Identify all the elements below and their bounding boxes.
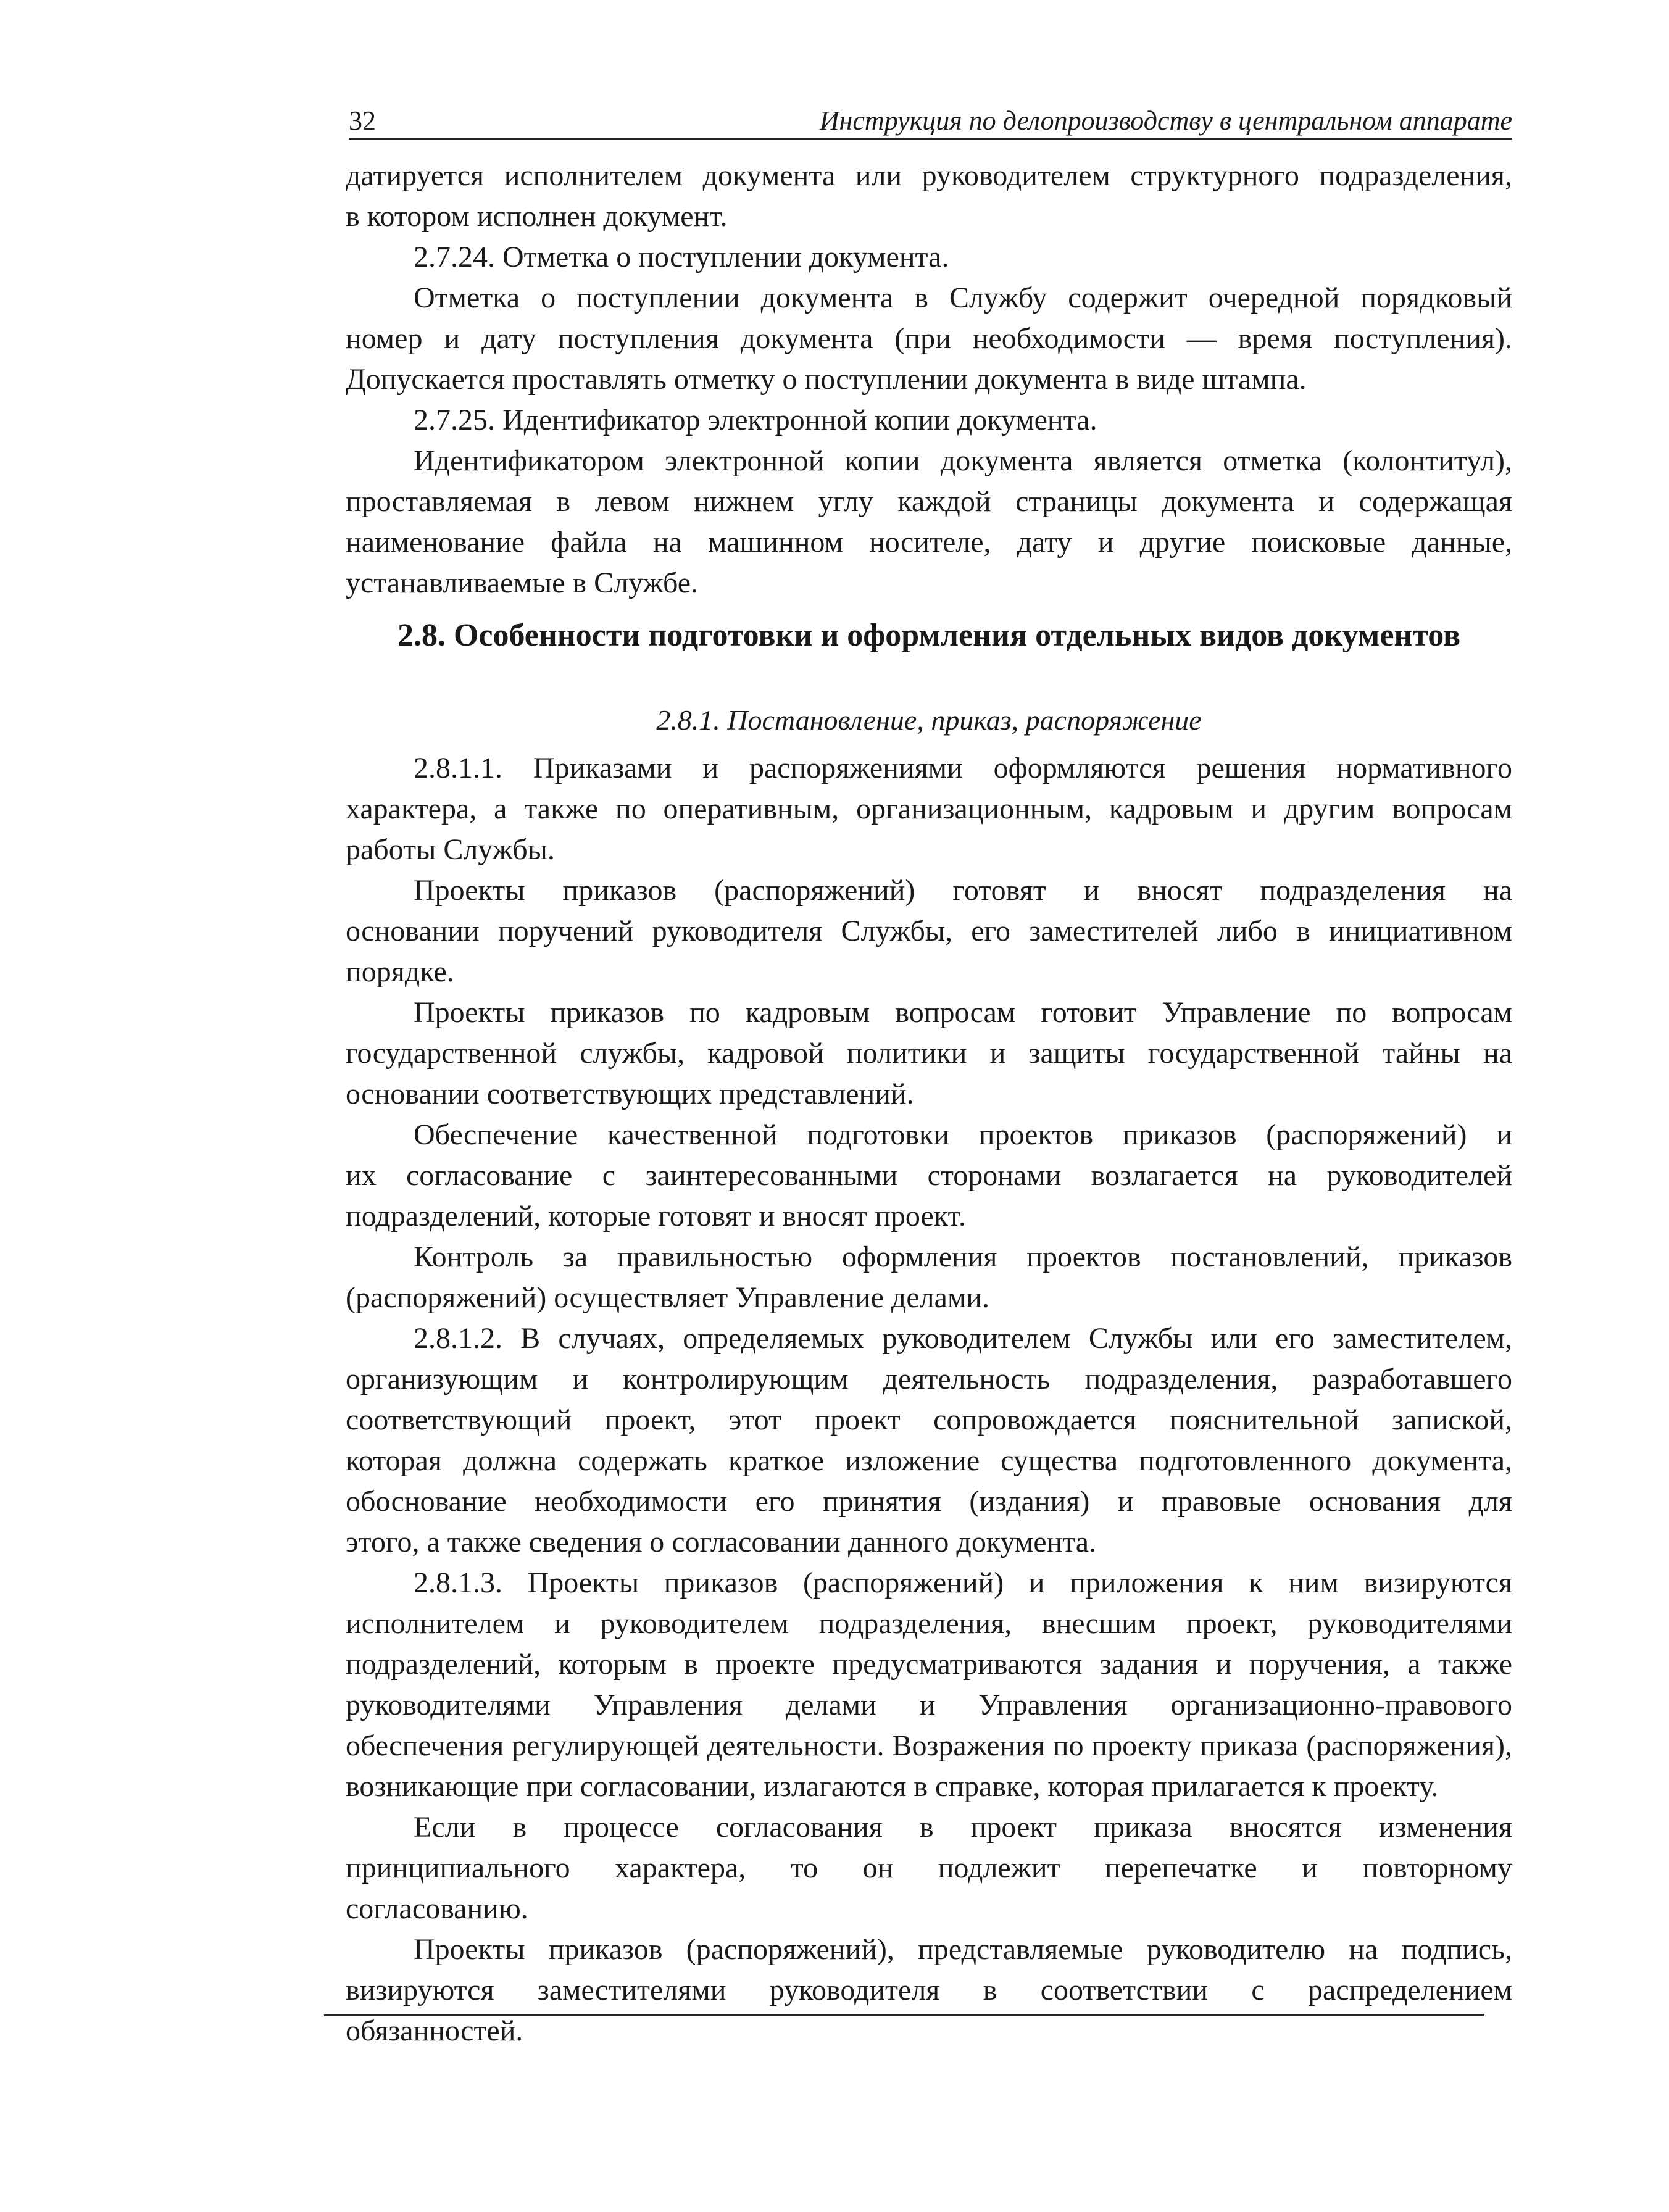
text-line: проставляемая в левом нижнем углу каждой страницы документа и содержащая xyxy=(346,485,1512,518)
text-line: 2.8.1.3. Проекты приказов (распоряжений) и приложения к ним визируются xyxy=(414,1566,1512,1599)
text-line: обеспечения регулирующей деятельности. Возражения по проекту приказа (распоряжения), xyxy=(346,1729,1512,1762)
top-text-block xyxy=(346,156,1512,604)
running-title: Инструкция по делопроизводству в центральном аппарате xyxy=(819,106,1512,136)
text-line: Отметка о поступлении документа в Службу содержит очередной порядковый xyxy=(414,281,1512,314)
text-line: которая должна содержать краткое изложение существа подготовленного документа, xyxy=(346,1444,1512,1477)
text-line: Идентификатором электронной копии документа является отметка (колонтитул), xyxy=(414,444,1512,477)
text-line: Проекты приказов (распоряжений) готовят и вносят подразделения на xyxy=(414,874,1512,907)
text-line: руководителями Управления делами и Управления организационно-правового xyxy=(346,1689,1512,1721)
text-line: возникающие при согласовании, излагаются в справке, которая прилагается к проекту. xyxy=(346,1770,1439,1803)
text-line: основании поручений руководителя Службы, его заместителей либо в инициативном xyxy=(346,915,1512,947)
text-line: устанавливаемые в Службе. xyxy=(346,567,699,599)
subsection-heading: 2.8.1. Постановление, приказ, распоряжение xyxy=(656,704,1202,736)
text-line: подразделений, которым в проекте предусматриваются задания и поручения, а также xyxy=(346,1648,1512,1681)
text-line: Если в процессе согласования в проект приказа вносятся изменения xyxy=(414,1811,1512,1844)
page-number: 32 xyxy=(349,106,376,136)
paragraph-heading: 2.7.24. Отметка о поступлении документа. xyxy=(414,241,949,273)
text-line: Обеспечение качественной подготовки проектов приказов (распоряжений) и xyxy=(414,1118,1512,1151)
text-line: организующим и контролирующим деятельность подразделения, разработавшего xyxy=(346,1363,1512,1395)
text-line: их согласование с заинтересованными сторонами возлагается на руководителей xyxy=(346,1159,1512,1192)
text-line: (распоряжений) осуществляет Управление делами. xyxy=(346,1281,989,1314)
text-line: наименование файла на машинном носителе, дату и другие поисковые данные, xyxy=(346,526,1512,559)
text-line: соответствующий проект, этот проект сопровождается пояснительной запиской, xyxy=(346,1403,1512,1436)
text-line: визируются заместителями руководителя в соответствии с распределением xyxy=(346,1974,1512,2006)
text-line: 2.8.1.2. В случаях, определяемых руководителем Службы или его заместителем, xyxy=(414,1322,1512,1355)
text-line: Контроль за правильностью оформления проектов постановлений, приказов xyxy=(414,1241,1512,1273)
page-header xyxy=(349,98,1512,140)
footer-rule xyxy=(324,2014,1484,2016)
text-line: Допускается проставлять отметку о поступлении документа в виде штампа. xyxy=(346,363,1307,396)
text-line: принципиального характера, то он подлежит перепечатке и повторному xyxy=(346,1852,1512,1884)
text-line: характера, а также по оперативным, организационным, кадровым и другим вопросам xyxy=(346,792,1512,825)
text-line: исполнителем и руководителем подразделения, внесшим проект, руководителями xyxy=(346,1607,1512,1640)
text-line: этого, а также сведения о согласовании данного документа. xyxy=(346,1526,1097,1558)
text-line: Проекты приказов по кадровым вопросам готовит Управление по вопросам xyxy=(414,996,1512,1029)
text-line: подразделений, которые готовят и вносят проект. xyxy=(346,1200,966,1233)
paragraph-heading: 2.7.25. Идентификатор электронной копии документа. xyxy=(414,404,1097,436)
text-line: в котором исполнен документ. xyxy=(346,200,728,233)
text-line: основании соответствующих представлений. xyxy=(346,1078,914,1110)
text-line: 2.8.1.1. Приказами и распоряжениями оформляются решения нормативного xyxy=(414,752,1512,784)
body-text-block xyxy=(346,748,1512,2052)
text-line: порядке. xyxy=(346,955,454,988)
text-line: согласованию. xyxy=(346,1892,528,1925)
section-heading: 2.8. Особенности подготовки и оформления отдельных видов документов xyxy=(397,618,1461,653)
text-line: датируется исполнителем документа или руководителем структурного подразделения, xyxy=(346,159,1512,192)
text-line: государственной службы, кадровой политики и защиты государственной тайны на xyxy=(346,1037,1512,1070)
text-line: обоснование необходимости его принятия (издания) и правовые основания для xyxy=(346,1485,1512,1518)
text-line: обязанностей. xyxy=(346,2014,523,2047)
text-line: работы Службы. xyxy=(346,833,555,866)
text-line: Проекты приказов (распоряжений), представляемые руководителю на подпись, xyxy=(414,1933,1512,1966)
text-line: номер и дату поступления документа (при необходимости — время поступления). xyxy=(346,322,1512,355)
